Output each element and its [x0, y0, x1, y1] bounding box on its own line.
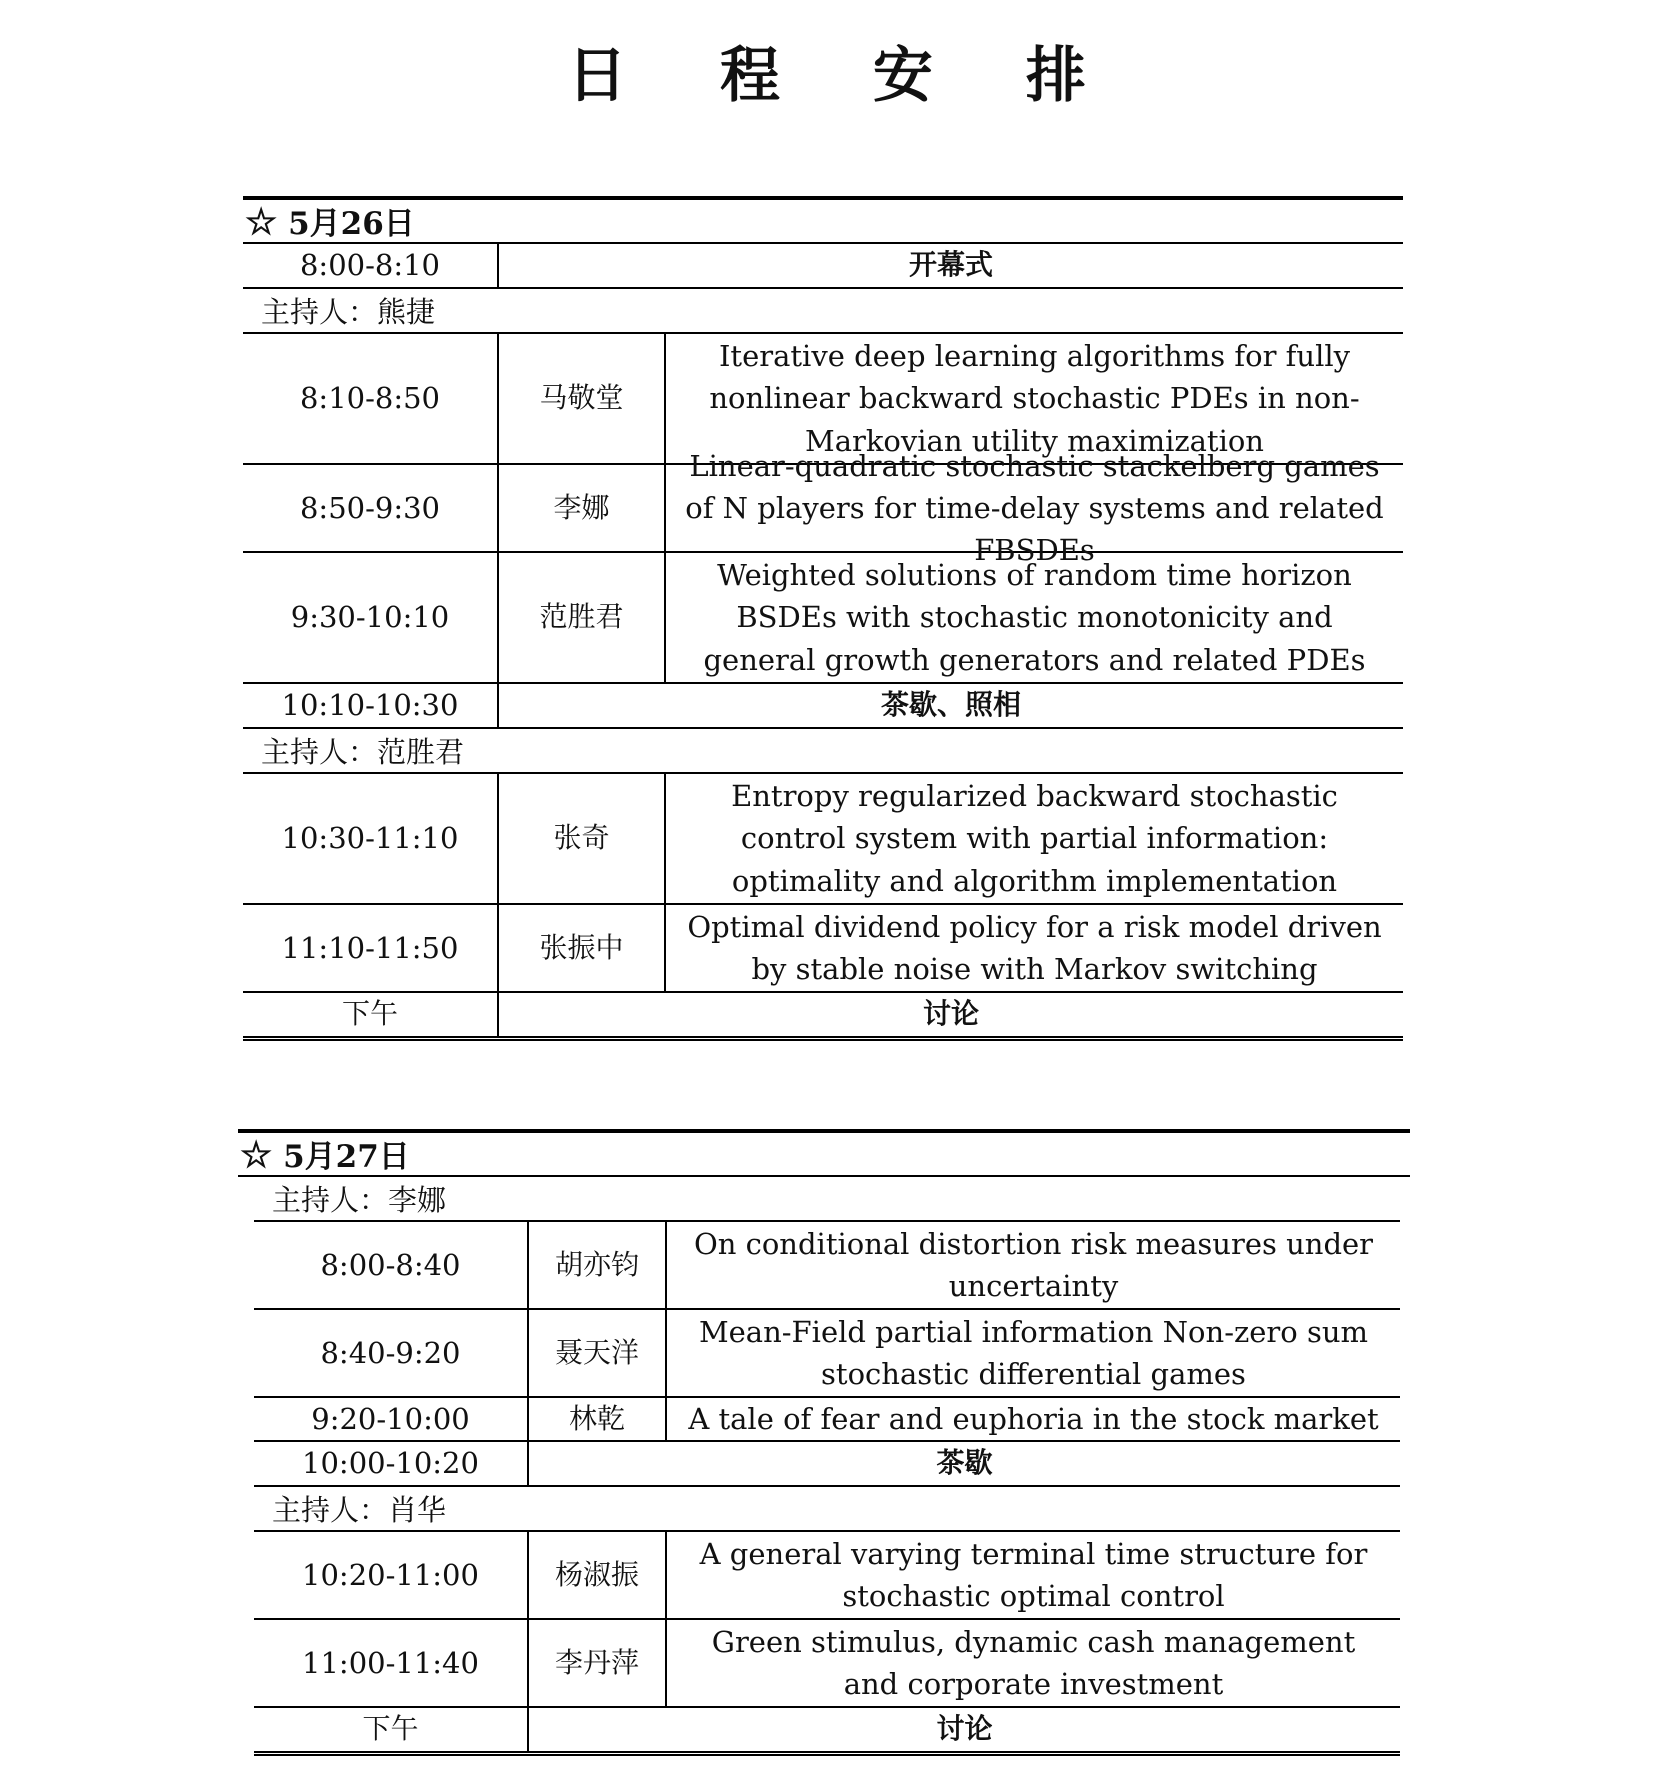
time-cell: 8:10-8:50	[243, 334, 499, 463]
page-title: 日 程 安 排	[567, 41, 1122, 111]
host-row: 主持人：熊捷	[243, 289, 1403, 334]
talk-title-cell: Linear-quadratic stochastic stackelberg games of N players for time-delay systems and related FBSDEs	[685, 448, 1384, 568]
host-row: 主持人：肖华	[254, 1487, 1400, 1532]
table-row	[243, 993, 1403, 1041]
table-row	[254, 1222, 1400, 1310]
speaker-cell: 张奇	[499, 774, 666, 903]
talk-title-cell: Mean-Field partial information Non-zero sum stochastic differential games	[698, 1314, 1369, 1391]
time-cell: 10:10-10:30	[243, 684, 499, 727]
time-cell: 8:00-8:40	[254, 1222, 529, 1308]
talk-title-cell: Entropy regularized backward stochastic control system with partial information: optimality and algorithm implementation	[731, 779, 1338, 898]
time-cell: 下午	[254, 1708, 529, 1751]
time-cell: 11:10-11:50	[243, 905, 499, 991]
time-cell: 10:20-11:00	[254, 1532, 529, 1618]
talk-title-cell: On conditional distortion risk measures under uncertainty	[693, 1226, 1374, 1303]
speaker-cell: 马敬堂	[499, 334, 666, 463]
speaker-cell: 胡亦钧	[529, 1222, 667, 1308]
event-cell: 讨论	[936, 1712, 993, 1746]
table-row	[254, 1532, 1400, 1620]
event-cell: 茶歇、照相	[880, 688, 1021, 722]
host-row: 主持人：范胜君	[243, 729, 1403, 774]
speaker-cell: 李娜	[499, 465, 666, 551]
table-row	[243, 553, 1403, 684]
day-label: 5月27日	[283, 1139, 410, 1175]
event-cell: 开幕式	[908, 248, 993, 282]
event-cell: 茶歇	[936, 1446, 993, 1480]
day-header	[238, 1129, 1410, 1177]
table-row	[254, 1398, 1400, 1442]
table-row	[254, 1708, 1400, 1756]
day-table	[254, 1177, 1400, 1756]
day-schedule-1	[243, 196, 1403, 1041]
table-row	[243, 244, 1403, 289]
day-schedule-2	[238, 1129, 1410, 1756]
table-row	[243, 905, 1403, 993]
talk-title-cell: A general varying terminal time structure for stochastic optimal control	[699, 1536, 1368, 1613]
time-cell: 11:00-11:40	[254, 1620, 529, 1706]
table-row	[254, 1442, 1400, 1487]
talk-title-cell: Weighted solutions of random time horizon BSDEs with stochastic monotonicity and general growth generators and related PDEs	[703, 558, 1366, 677]
speaker-cell: 杨淑振	[529, 1532, 667, 1618]
event-cell: 讨论	[922, 997, 979, 1031]
time-cell: 8:40-9:20	[254, 1310, 529, 1396]
time-cell: 9:20-10:00	[254, 1398, 529, 1440]
time-cell: 10:30-11:10	[243, 774, 499, 903]
talk-title-cell: A tale of fear and euphoria in the stock market	[688, 1401, 1379, 1436]
time-cell: 10:00-10:20	[254, 1442, 529, 1485]
table-row	[254, 1310, 1400, 1398]
speaker-cell: 张振中	[499, 905, 666, 991]
table-row	[243, 774, 1403, 905]
table-row	[243, 684, 1403, 729]
speaker-cell: 林乾	[529, 1398, 667, 1440]
talk-title-cell: Optimal dividend policy for a risk model driven by stable noise with Markov switching	[687, 909, 1382, 986]
speaker-cell: 范胜君	[499, 553, 666, 682]
time-cell: 8:50-9:30	[243, 465, 499, 551]
table-row	[243, 448, 1403, 568]
time-cell: 下午	[243, 993, 499, 1036]
time-cell: 9:30-10:10	[243, 553, 499, 682]
talk-title-cell: Iterative deep learning algorithms for fully nonlinear backward stochastic PDEs in non-Markovian utility maximization	[709, 339, 1360, 458]
table-row	[254, 1620, 1400, 1708]
day-header	[243, 196, 1403, 244]
star-icon: ☆	[240, 1134, 273, 1176]
host-row: 主持人：李娜	[254, 1177, 1400, 1222]
day-label: 5月26日	[288, 206, 415, 242]
talk-title-cell: Green stimulus, dynamic cash management and corporate investment	[711, 1624, 1356, 1701]
speaker-cell: 聂天洋	[529, 1310, 667, 1396]
speaker-cell: 李丹萍	[529, 1620, 667, 1706]
time-cell: 8:00-8:10	[243, 244, 499, 287]
star-icon: ☆	[245, 201, 278, 243]
